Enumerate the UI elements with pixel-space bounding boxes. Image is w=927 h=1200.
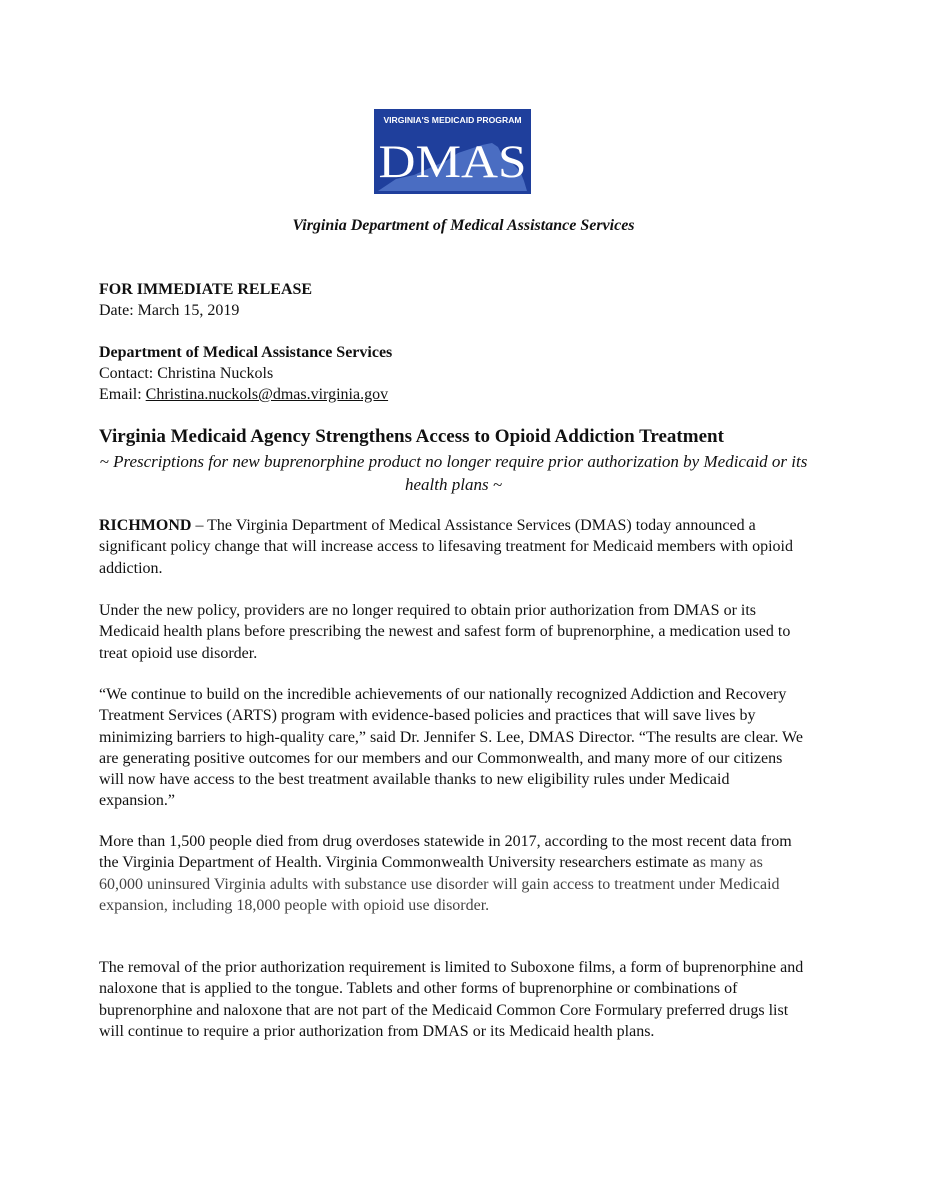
headline: Virginia Medicaid Agency Strengthens Access to Opioid Addiction Treatment [99,426,724,447]
paragraph-5: The removal of the prior authorization requirement is limited to Suboxone films, a form of buprenorphine and naloxone that is applied to the tongue. Tablets and other forms of buprenorphine or combinations of buprenorphine and naloxone that are not part of the Medicaid Common Core Formulary preferred drugs list will continue to require a prior authorization from DMAS or its Medicaid health plans. [99,959,804,1040]
release-label: FOR IMMEDIATE RELEASE [99,281,313,298]
dmas-logo [374,109,531,194]
contact-email-line [99,384,819,405]
paragraph-3-quote: “We continue to build on the incredible achievements of our nationally recognized Addiction and Recovery Treatment Services (ARTS) program with evidence-based policies and practices that will save lives by minimizing barriers to high-quality care,” said Dr. Jennifer S. Lee, DMAS Director. “The results are clear. We are generating positive outcomes for our members and our Commonwealth, and many more of our citizens will now have access to the best treatment available thanks to new eligibility rules under Medicaid expansion.” [99,686,803,810]
logo-main-text: DMAS [378,136,527,188]
release-block [99,279,819,321]
email-label: Email: [99,386,146,403]
paragraph-4-start: More than 1,500 people died from drug overdoses statewide in 2017, according to the most recent data from the Virginia Department of Health. Virginia Commonwealth University researchers estimate a [99,833,792,872]
paragraph-4 [99,831,809,916]
release-date: Date: March 15, 2019 [99,302,240,319]
dateline: RICHMOND [99,517,192,534]
virginia-map-logo-graphic [374,109,531,194]
paragraph-1 [99,515,809,579]
contact-block [99,342,819,405]
subheadline: ~ Prescriptions for new buprenorphine product no longer require prior authorization by Medicaid or its health plans ~ [99,452,808,494]
paragraph-1-text: – The Virginia Department of Medical Assistance Services (DMAS) today announced a significant policy change that will increase access to lifesaving treatment for Medicaid members with opioid addiction. [99,517,793,577]
paragraph-2: Under the new policy, providers are no longer required to obtain prior authorization from DMAS or its Medicaid health plans before prescribing the newest and safest form of buprenorphine, a medication used to treat opioid use disorder. [99,602,791,662]
paragraph-4-end: s many as 60,000 uninsured Virginia adults with substance use disorder will gain access to treatment under Medicaid expansion, including 18,000 people with opioid use disorder. [99,854,780,914]
logo-top-text: VIRGINIA'S MEDICAID PROGRAM [383,115,522,125]
contact-name: Contact: Christina Nuckols [99,365,274,382]
contact-department: Department of Medical Assistance Services [99,344,393,361]
email-link[interactable]: Christina.nuckols@dmas.virginia.gov [145,386,389,403]
agency-name: Virginia Department of Medical Assistance Services [292,217,635,234]
